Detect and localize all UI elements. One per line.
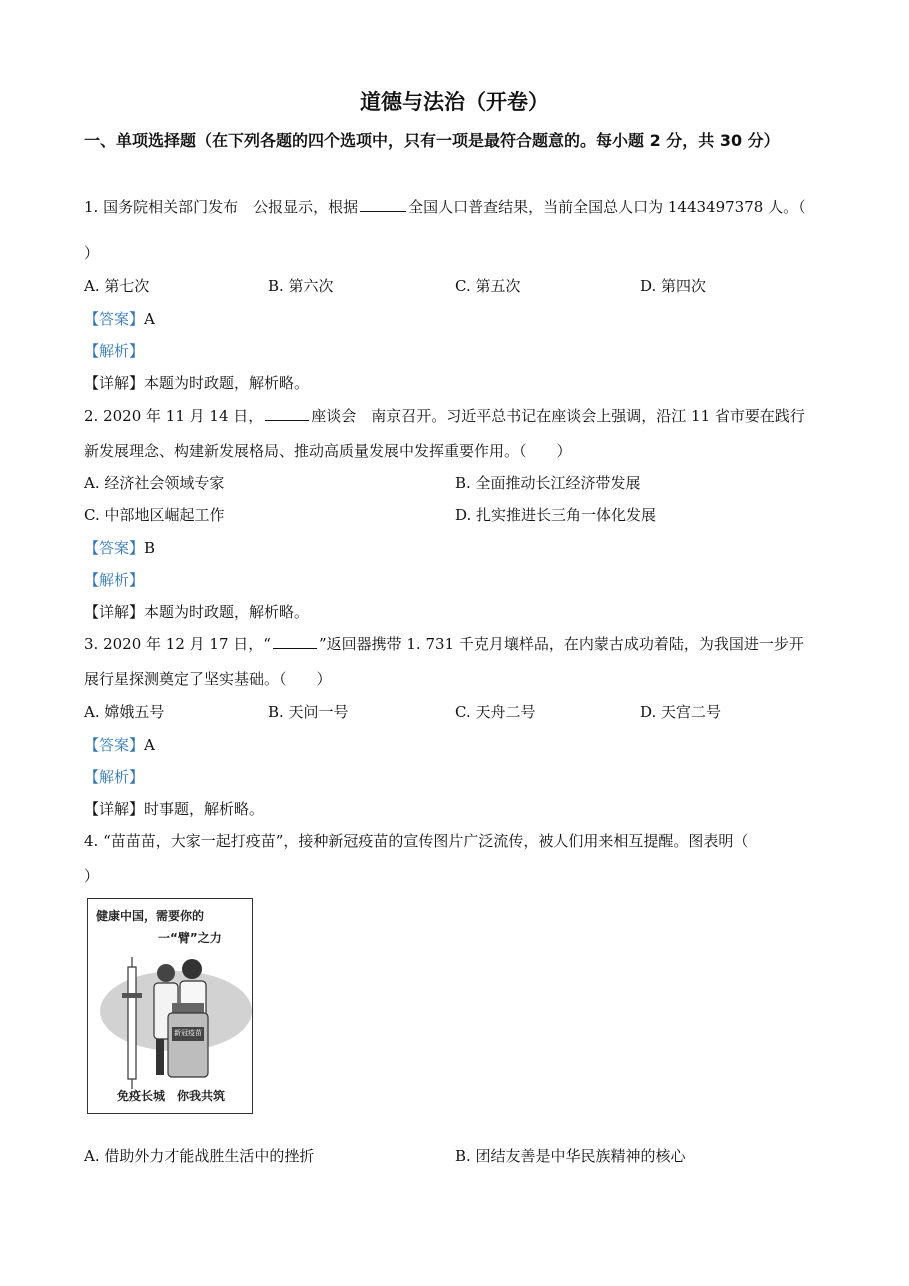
- question-2-stem-line2: 新发展理念、构建新发展格局、推动高质量发展中发挥重要作用。（ ）: [84, 442, 572, 460]
- option-c[interactable]: C. 第五次: [455, 277, 521, 295]
- detail-line: 【详解】本题为时政题，解析略。: [84, 603, 310, 621]
- vaccine-poster-figure: [87, 898, 253, 1114]
- detail-line: 【详解】本题为时政题，解析略。: [84, 374, 310, 392]
- analysis-label: 【解析】: [84, 571, 145, 589]
- bottle-label: 新冠疫苗: [174, 1029, 202, 1037]
- question-1-stem-line2: ）: [84, 244, 100, 262]
- answer-line: 【答案】A: [84, 736, 155, 754]
- option-a[interactable]: A. 嫦娥五号: [84, 703, 165, 721]
- option-d[interactable]: D. 第四次: [640, 277, 707, 295]
- poster-illustration: [88, 899, 253, 1114]
- option-a[interactable]: A. 经济社会领域专家: [84, 474, 225, 492]
- option-b[interactable]: B. 团结友善是中华民族精神的核心: [455, 1147, 686, 1165]
- section-heading: 一、单项选择题（在下列各题的四个选项中，只有一项是最符合题意的。每小题 2 分，共 30 分）: [84, 131, 780, 150]
- answer-line: 【答案】B: [84, 539, 156, 557]
- fill-blank: [265, 406, 309, 421]
- option-d[interactable]: D. 天宫二号: [640, 703, 722, 721]
- page-title: 道德与法治（开卷）: [360, 90, 549, 114]
- question-3-stem-line2: 展行星探测奠定了坚实基础。（ ）: [84, 670, 332, 688]
- option-a[interactable]: A. 第七次: [84, 277, 150, 295]
- option-c[interactable]: C. 中部地区崛起工作: [84, 506, 225, 524]
- detail-line: 【详解】时事题，解析略。: [84, 800, 265, 818]
- option-c[interactable]: C. 天舟二号: [455, 703, 536, 721]
- analysis-label: 【解析】: [84, 342, 145, 360]
- option-d[interactable]: D. 扎实推进长三角一体化发展: [455, 506, 657, 524]
- question-3-stem-line1: 3. 2020 年 12 月 17 日，“ ”返回器携带 1. 731 千克月壤样品，在内蒙古成功着陆，为我国进一步开: [84, 635, 804, 653]
- fill-blank: [273, 634, 317, 649]
- poster-text-line2: 一“臂”之力: [158, 931, 222, 945]
- question-1-stem-line1: 1. 国务院相关部门发布 公报显示，根据 全国人口普查结果，当前全国总人口为 1443497378 人。（: [84, 198, 806, 216]
- question-2-stem-line1: 2. 2020 年 11 月 14 日， 座谈会 南京召开。习近平总书记在座谈会上强调，沿江 11 省市要在践行: [84, 407, 805, 425]
- question-4-stem-line1: 4. “苗苗苗，大家一起打疫苗”，接种新冠疫苗的宣传图片广泛流传，被人们用来相互提醒。图表明（: [84, 832, 749, 850]
- question-4-stem-line2: ）: [84, 867, 100, 885]
- poster-text-line1: 健康中国，需要你的: [96, 909, 205, 923]
- option-b[interactable]: B. 天问一号: [268, 703, 349, 721]
- option-a[interactable]: A. 借助外力才能战胜生活中的挫折: [84, 1147, 315, 1165]
- poster-footer: 免疫长城 你我共筑: [116, 1089, 225, 1103]
- option-b[interactable]: B. 全面推动长江经济带发展: [455, 474, 641, 492]
- option-b[interactable]: B. 第六次: [268, 277, 334, 295]
- analysis-label: 【解析】: [84, 768, 145, 786]
- answer-line: 【答案】A: [84, 310, 155, 328]
- fill-blank: [360, 197, 406, 212]
